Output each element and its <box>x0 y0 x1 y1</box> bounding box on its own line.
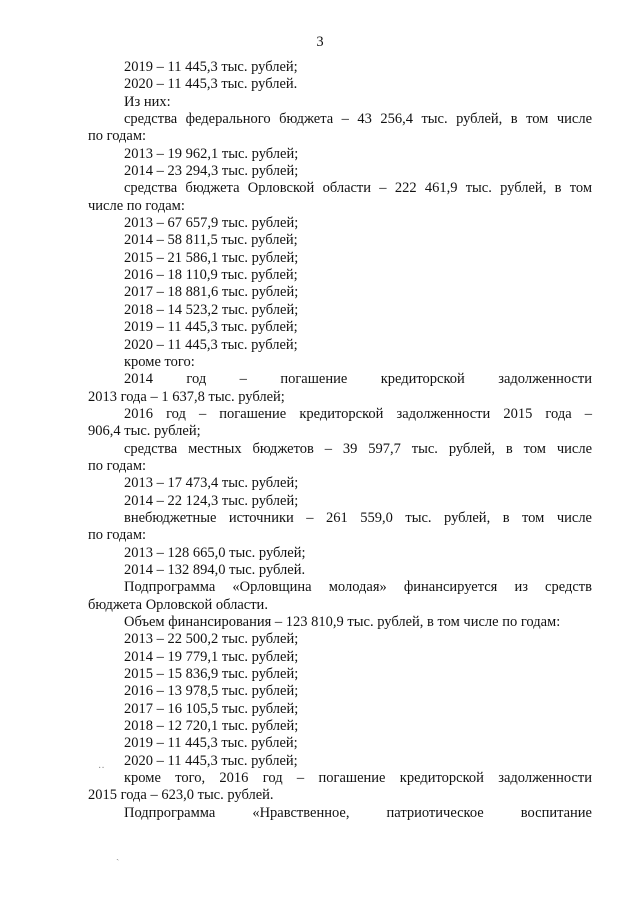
page-number: 3 <box>316 34 324 50</box>
text-line: 2018 – 12 720,1 тыс. рублей; <box>124 718 299 735</box>
text-line: 2020 – 11 445,3 тыс. рублей. <box>124 76 298 93</box>
text-line: 2013 года – 1 637,8 тыс. рублей; <box>88 388 285 405</box>
text-line: 2013 – 17 473,4 тыс. рублей; <box>124 475 299 492</box>
text-line: кроме того, 2016 год – погашение кредиторской задолженности <box>124 770 592 787</box>
text-line: 2016 год – погашение кредиторской задолженности 2015 года – <box>124 405 592 422</box>
scan-speck: ˏ <box>116 850 120 861</box>
text-line: 2020 – 11 445,3 тыс. рублей; <box>124 336 298 353</box>
text-line: Из них: <box>124 93 171 110</box>
text-line: 2013 – 19 962,1 тыс. рублей; <box>124 145 299 162</box>
document-body <box>88 59 592 822</box>
text-line: 2017 – 16 105,5 тыс. рублей; <box>124 700 299 717</box>
text-line: средства бюджета Орловской области – 222 461,9 тыс. рублей, в том <box>124 180 592 197</box>
text-line: по годам: <box>88 457 147 474</box>
text-line: 2017 – 18 881,6 тыс. рублей; <box>124 284 299 301</box>
text-line: кроме того: <box>124 353 195 370</box>
text-line: 2013 – 128 665,0 тыс. рублей; <box>124 544 306 561</box>
text-line: числе по годам: <box>88 197 185 214</box>
text-line: 2014 год – погашение кредиторской задолженности <box>124 371 592 388</box>
text-line: 2014 – 19 779,1 тыс. рублей; <box>124 648 299 665</box>
text-line: бюджета Орловской области. <box>88 596 268 613</box>
text-line: Объем финансирования – 123 810,9 тыс. рублей, в том числе по годам: <box>124 614 561 630</box>
text-line: 906,4 тыс. рублей; <box>88 423 201 440</box>
text-line: 2014 – 58 811,5 тыс. рублей; <box>124 232 298 249</box>
text-line: 2015 – 15 836,9 тыс. рублей; <box>124 666 299 683</box>
text-line: 2019 – 11 445,3 тыс. рублей; <box>124 735 298 752</box>
text-line: Подпрограмма «Орловщина молодая» финансируется из средств <box>124 579 592 596</box>
text-line: по годам: <box>88 128 147 145</box>
text-line: 2013 – 22 500,2 тыс. рублей; <box>124 631 299 648</box>
text-line: внебюджетные источники – 261 559,0 тыс. рублей, в том числе <box>124 509 592 526</box>
text-line: средства федерального бюджета – 43 256,4 тыс. рублей, в том числе <box>124 111 592 128</box>
scan-speck: ·· <box>98 763 105 774</box>
text-line: по годам: <box>88 527 147 544</box>
text-line: 2019 – 11 445,3 тыс. рублей; <box>124 319 298 336</box>
text-line: 2016 – 13 978,5 тыс. рублей; <box>124 683 299 700</box>
text-line: 2014 – 132 894,0 тыс. рублей. <box>124 561 306 578</box>
text-line: 2015 – 21 586,1 тыс. рублей; <box>124 249 299 266</box>
text-line: 2018 – 14 523,2 тыс. рублей; <box>124 301 299 318</box>
text-line: 2019 – 11 445,3 тыс. рублей; <box>124 59 298 75</box>
text-line: 2014 – 22 124,3 тыс. рублей; <box>124 492 299 509</box>
text-line: 2016 – 18 110,9 тыс. рублей; <box>124 267 298 284</box>
text-line: средства местных бюджетов – 39 597,7 тыс. рублей, в том числе <box>124 440 592 457</box>
text-line: 2014 – 23 294,3 тыс. рублей; <box>124 163 299 180</box>
text-line: 2013 – 67 657,9 тыс. рублей; <box>124 215 299 232</box>
text-line: Подпрограмма «Нравственное, патриотическое воспитание <box>124 804 592 821</box>
text-line: 2020 – 11 445,3 тыс. рублей; <box>124 752 298 769</box>
text-line: 2015 года – 623,0 тыс. рублей. <box>88 787 274 804</box>
